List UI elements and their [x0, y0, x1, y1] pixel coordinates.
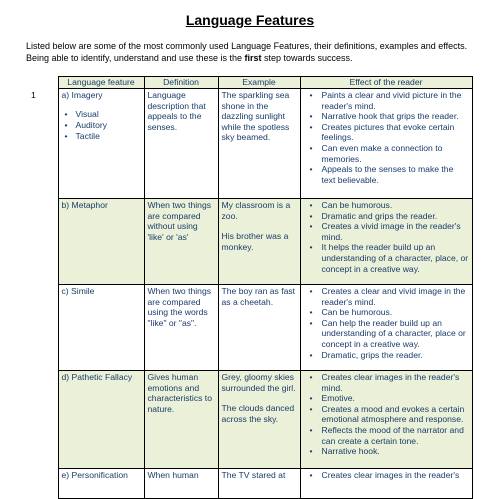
feature-cell: b) Metaphor [58, 199, 144, 285]
intro-emphasis: first [244, 53, 262, 63]
effect-item: • Can be humorous. [304, 307, 469, 318]
table-row [28, 469, 472, 499]
example-cell: My classroom is a zoo. His brother was a monkey. [218, 199, 300, 285]
example-cell: The TV stared at [218, 469, 300, 499]
effect-item: • Narrative hook that grips the reader. [304, 111, 469, 122]
row-number [28, 199, 58, 285]
senses-list [62, 109, 141, 142]
feature-name: a) Imagery [61, 90, 103, 100]
feature-cell [58, 89, 144, 199]
effect-item: • Creates clear images in the reader's [304, 470, 469, 481]
effect-cell [300, 469, 472, 499]
row-number [28, 285, 58, 371]
number-header [28, 77, 58, 89]
effect-item: • Can even make a connection to memories. [304, 143, 469, 164]
sense-item: • Auditory [62, 120, 141, 131]
row-number [28, 371, 58, 469]
table-row [28, 285, 472, 371]
feature-cell: c) Simile [58, 285, 144, 371]
effects-list [304, 200, 469, 274]
header-definition: Definition [144, 77, 218, 89]
header-example: Example [218, 77, 300, 89]
language-features-table [28, 76, 473, 499]
example-cell: Grey, gloomy skies surrounded the girl. The clouds danced across the sky. [218, 371, 300, 469]
page-title: Language Features [185, 12, 315, 28]
effect-cell [300, 89, 472, 199]
intro-line-2: Being able to identify, understand and use these is the first step towards success. [26, 53, 353, 63]
header-feature: Language feature [58, 77, 144, 89]
definition-cell: When human [144, 469, 218, 499]
example-cell: The boy ran as fast as a cheetah. [218, 285, 300, 371]
effect-item: • Can be humorous. [304, 200, 469, 211]
effect-item: • Creates clear images in the reader's mind. [304, 372, 469, 393]
intro-paragraph [26, 40, 496, 64]
effect-item: • Dramatic and grips the reader. [304, 211, 469, 222]
effect-item: • Creates a vivid image in the reader's mind. [304, 221, 469, 242]
feature-cell: e) Personification [58, 469, 144, 499]
definition-cell: Gives human emotions and characteristics to nature. [144, 371, 218, 469]
effects-list [304, 90, 469, 185]
effect-item: • Creates a mood and evokes a certain emotional atmosphere and response. [304, 404, 469, 425]
sense-item: • Visual [62, 109, 141, 120]
header-effect: Effect of the reader [300, 77, 472, 89]
row-number: 1 [28, 89, 58, 199]
effect-item: • Emotive. [304, 393, 469, 404]
effect-item: • Can help the reader build up an understanding of a character, place or concept in a creative way. [304, 318, 469, 350]
effect-item: • Appeals to the senses to make the text believable. [304, 164, 469, 185]
definition-cell: When two things are compared using the words "like" or "as". [144, 285, 218, 371]
effect-item: • Paints a clear and vivid picture in the reader's mind. [304, 90, 469, 111]
example-cell: The sparkling sea shone in the dazzling sunlight while the spotless sky beamed. [218, 89, 300, 199]
table-row [28, 371, 472, 469]
definition-cell: Language description that appeals to the senses. [144, 89, 218, 199]
table-row [28, 89, 472, 199]
table-row [28, 199, 472, 285]
effect-item: • Dramatic, grips the reader. [304, 350, 469, 361]
sense-item: • Tactile [62, 131, 141, 142]
effect-item: • Creates pictures that evoke certain feelings. [304, 122, 469, 143]
feature-cell: d) Pathetic Fallacy [58, 371, 144, 469]
effect-cell [300, 285, 472, 371]
effects-list [304, 372, 469, 457]
effect-item: • Reflects the mood of the narrator and can create a certain tone. [304, 425, 469, 446]
table-header-row [28, 77, 472, 89]
effect-item: • Narrative hook. [304, 446, 469, 457]
effect-cell [300, 371, 472, 469]
row-number [28, 469, 58, 499]
effect-cell [300, 199, 472, 285]
intro-line-1: Listed below are some of the most commonly used Language Features, their definitions, examples and effects. [26, 41, 468, 51]
definition-cell: When two things are compared without using 'like' or 'as' [144, 199, 218, 285]
effects-list [304, 286, 469, 360]
effect-item: • Creates a clear and vivid image in the reader's mind. [304, 286, 469, 307]
effect-item: • It helps the reader build up an understanding of a character, place, or concept in a creative way. [304, 242, 469, 274]
